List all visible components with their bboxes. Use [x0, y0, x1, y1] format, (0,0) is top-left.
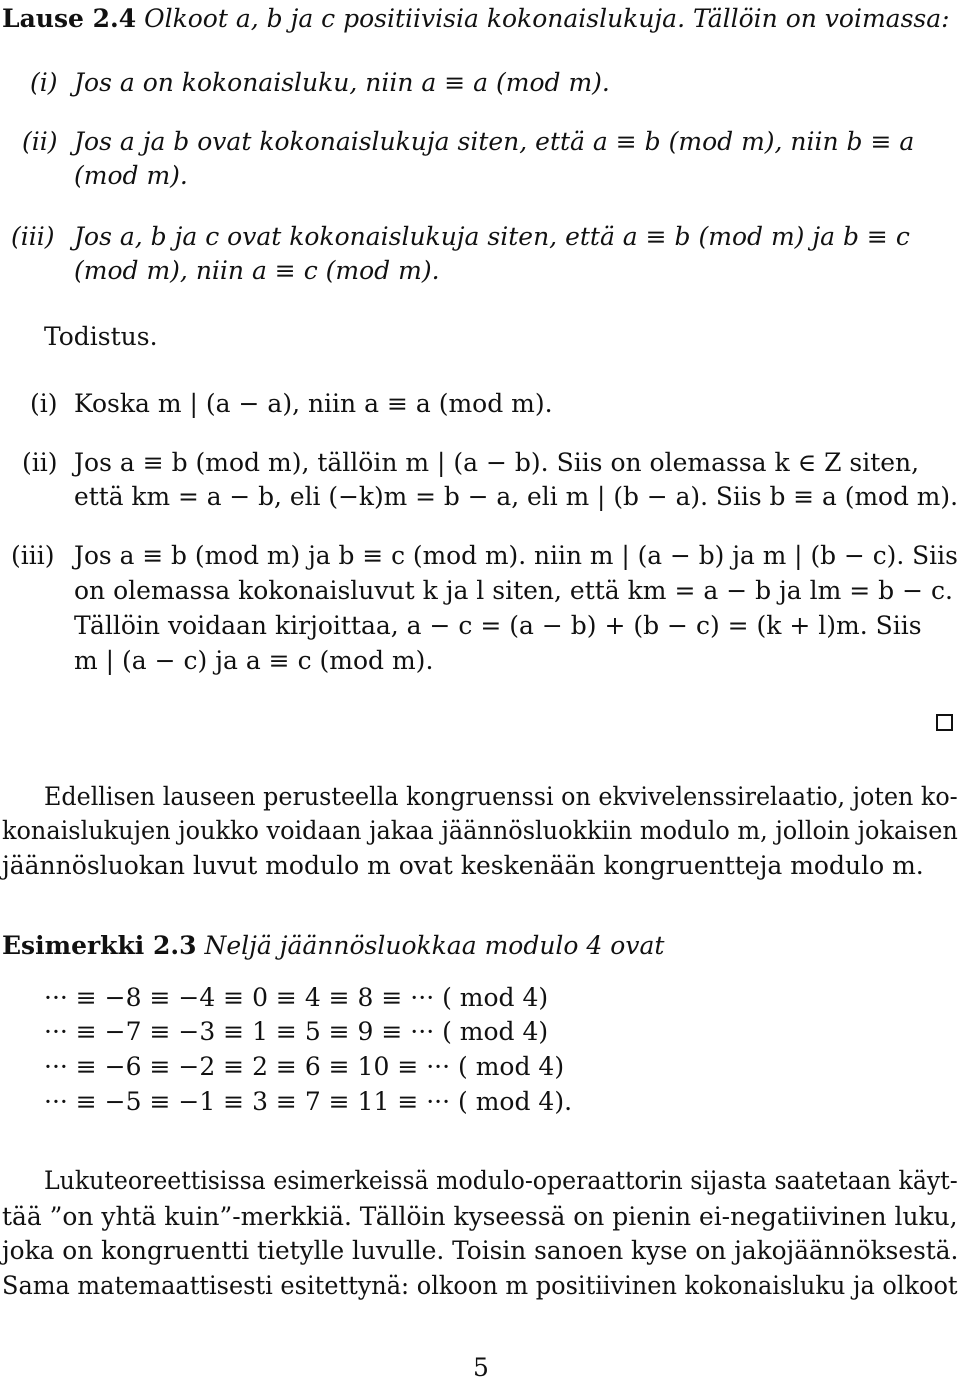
- paragraph-line: joka on kongruentti tietylle luvulle. Toisin sanoen kyse on jakojäännöksestä.: [2, 1236, 959, 1265]
- proof-heading: Todistus.: [44, 322, 158, 351]
- congruence-row: ··· ≡ −6 ≡ −2 ≡ 2 ≡ 6 ≡ 10 ≡ ··· ( mod 4): [44, 1052, 565, 1081]
- proof-item-label: (ii): [22, 448, 58, 477]
- theorem-item-line: (mod m), niin a ≡ c (mod m).: [74, 256, 440, 285]
- theorem-item-line: (mod m).: [74, 161, 188, 190]
- paragraph-line: tää ”on yhtä kuin”-merkkiä. Tällöin kyseessä on pienin ei-negatiivinen luku,: [2, 1202, 958, 1231]
- proof-item-line: Jos a ≡ b (mod m) ja b ≡ c (mod m). niin m | (a − b) ja m | (b − c). Siis: [74, 541, 958, 570]
- qed-square: [936, 714, 953, 731]
- proof-item-line: Tällöin voidaan kirjoittaa, a − c = (a − b) + (b − c) = (k + l)m. Siis: [74, 611, 922, 640]
- proof-item-label: (iii): [11, 541, 55, 570]
- theorem-number: Lause 2.4: [2, 4, 137, 33]
- congruence-row: ··· ≡ −5 ≡ −1 ≡ 3 ≡ 7 ≡ 11 ≡ ··· ( mod 4).: [44, 1087, 573, 1116]
- congruence-row: ··· ≡ −8 ≡ −4 ≡ 0 ≡ 4 ≡ 8 ≡ ··· ( mod 4): [44, 983, 549, 1012]
- proof-item-line: Jos a ≡ b (mod m), tällöin m | (a − b). Siis on olemassa k ∈ Z siten,: [74, 448, 920, 477]
- paragraph-line: Sama matemaattisesti esitettynä: olkoon m positiivinen kokonaisluku ja olkoot: [2, 1271, 958, 1300]
- proof-item-label: (i): [30, 389, 58, 418]
- theorem-header: [2, 6, 950, 31]
- page-number: 5: [473, 1353, 489, 1382]
- example-number: Esimerkki 2.3: [2, 931, 197, 960]
- paragraph-line: jäännösluokan luvut modulo m ovat keskenään kongruentteja modulo m.: [2, 851, 924, 880]
- proof-item-line: m | (a − c) ja a ≡ c (mod m).: [74, 646, 434, 675]
- theorem-item-label: (ii): [22, 127, 58, 156]
- paragraph-line: Lukuteoreettisissa esimerkeissä modulo-operaattorin sijasta saatetaan käyt-: [44, 1166, 958, 1195]
- paragraph-line: Edellisen lauseen perusteella kongruenssi on ekvivelenssirelaatio, joten ko-: [44, 782, 958, 811]
- congruence-row: ··· ≡ −7 ≡ −3 ≡ 1 ≡ 5 ≡ 9 ≡ ··· ( mod 4): [44, 1017, 549, 1046]
- proof-item-line: että km = a − b, eli (−k)m = b − a, eli m | (b − a). Siis b ≡ a (mod m).: [74, 482, 958, 511]
- theorem-item-label: (iii): [11, 222, 55, 251]
- paragraph-line: konaislukujen joukko voidaan jakaa jäännösluokkiin modulo m, jolloin jokaisen: [2, 816, 958, 845]
- example-title: Neljä jäännösluokkaa modulo 4 ovat: [204, 931, 665, 960]
- theorem-statement: Olkoot a, b ja c positiivisia kokonaislukuja. Tällöin on voimassa:: [144, 4, 950, 33]
- proof-item-line: Koska m | (a − a), niin a ≡ a (mod m).: [74, 389, 553, 418]
- theorem-item-line: Jos a ja b ovat kokonaislukuja siten, että a ≡ b (mod m), niin b ≡ a: [74, 127, 915, 156]
- theorem-item-line: Jos a on kokonaisluku, niin a ≡ a (mod m).: [74, 68, 610, 97]
- proof-item-line: on olemassa kokonaisluvut k ja l siten, että km = a − b ja lm = b − c.: [74, 576, 953, 605]
- example-header: [2, 933, 664, 958]
- theorem-item-label: (i): [30, 68, 58, 97]
- theorem-item-line: Jos a, b ja c ovat kokonaislukuja siten, että a ≡ b (mod m) ja b ≡ c: [74, 222, 910, 251]
